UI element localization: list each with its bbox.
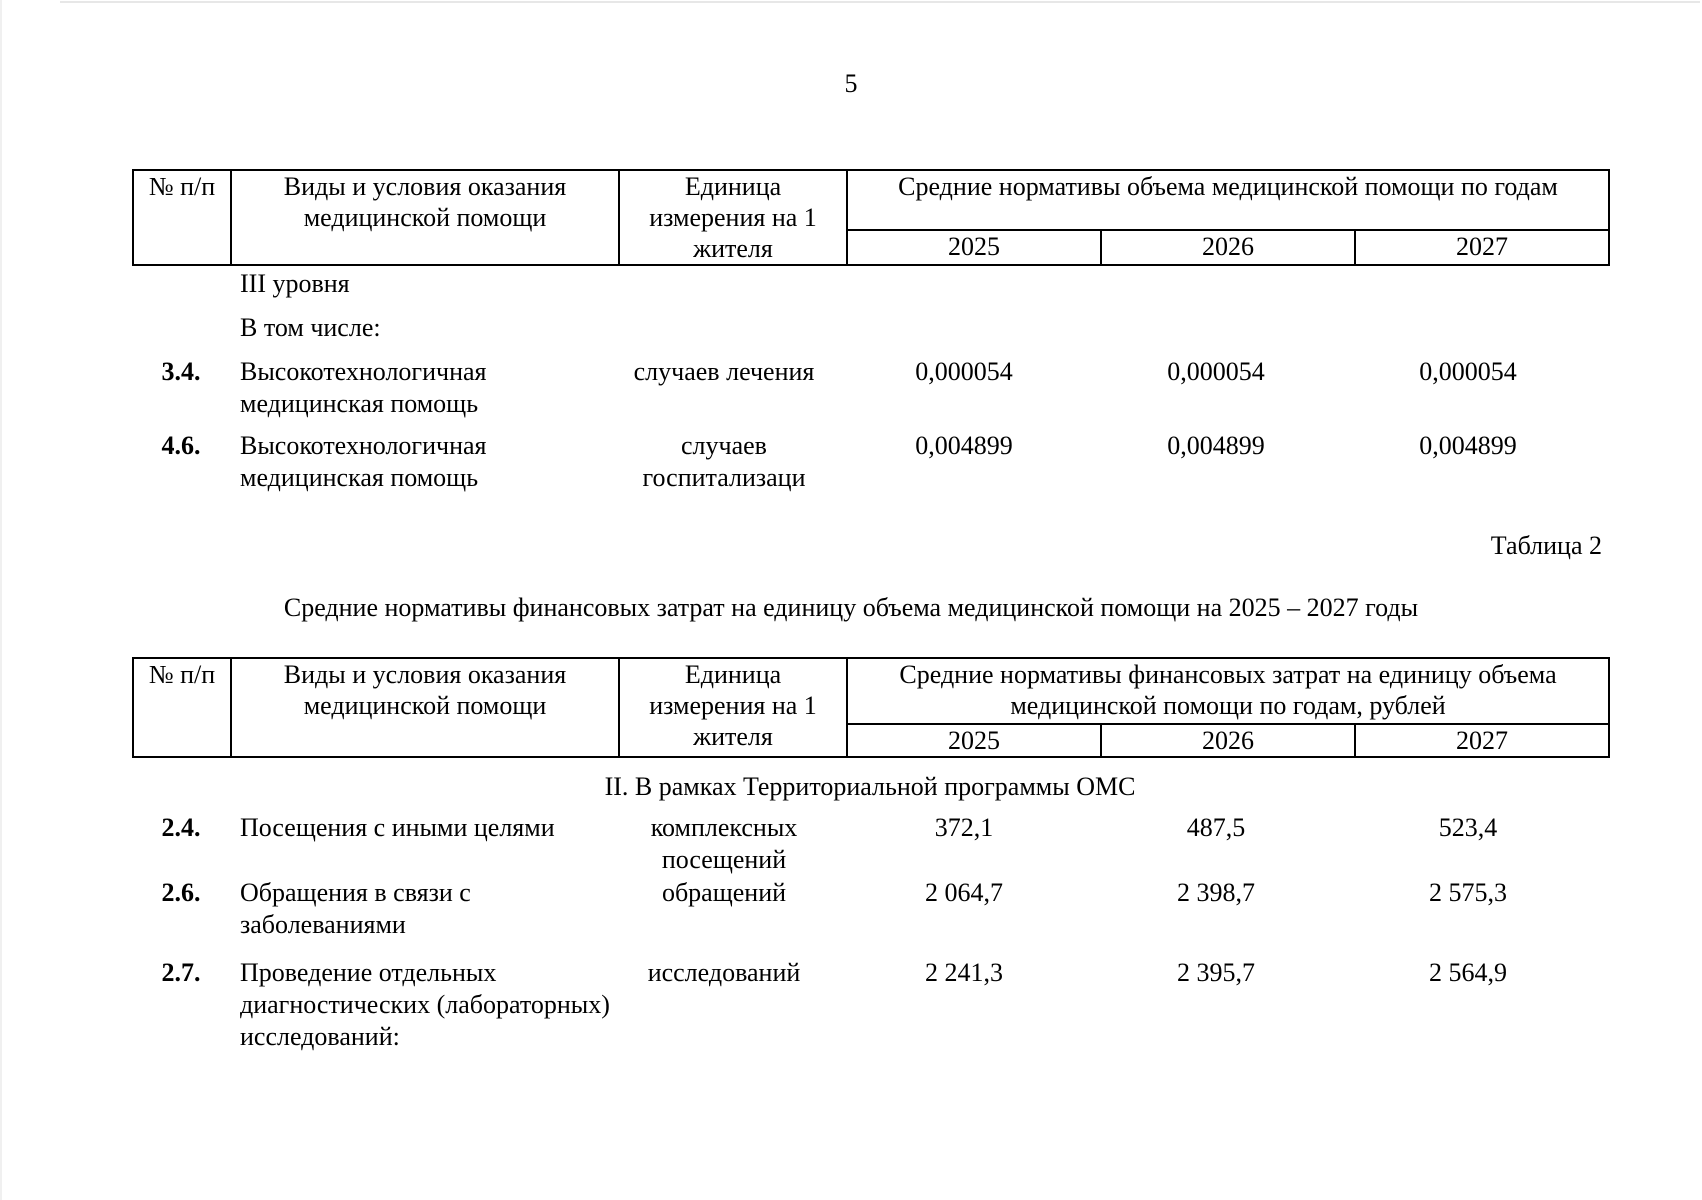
row-value: 523,4 [1438,813,1498,842]
header-unit: Единица измерения на 1 жителя [619,170,847,265]
header-year: 2025 [847,724,1101,757]
row-value: 0,004899 [915,431,1013,460]
row-name: Высокотехнологичная медицинская помощь [240,357,487,418]
header-num: № п/п [133,658,231,757]
table-row [132,957,1608,1087]
table-row [132,356,1608,430]
row-value: 372,1 [934,813,994,842]
table1-body [132,268,1608,504]
row-name: Высокотехнологичная медицинская помощь [240,431,487,492]
continuation-line: III уровня [240,269,350,298]
header-group: Средние нормативы объема медицинской помощи по годам [847,170,1609,230]
row-name: Проведение отдельных диагностических (лабораторных) исследований: [240,958,610,1051]
row-unit: случаев госпитализаци [642,431,806,492]
header-num: № п/п [133,170,231,265]
row-value: 0,000054 [1419,357,1517,386]
row-unit: случаев лечения [633,357,815,386]
row-value: 2 398,7 [1177,878,1255,907]
row-unit: комплексных посещений [650,813,798,874]
page-number: 5 [844,69,858,98]
row-value: 0,000054 [1167,357,1265,386]
table2-label: Таблица 2 [1490,531,1602,560]
row-value: 2 575,3 [1429,878,1507,907]
row-unit: исследований [647,958,801,987]
row-value: 487,5 [1186,813,1246,842]
table2-title: Средние нормативы финансовых затрат на единицу объема медицинской помощи на 2025 – 2027 годы [283,593,1419,622]
table2-header [132,657,1610,758]
row-value: 0,000054 [915,357,1013,386]
continuation-line: В том числе: [240,313,381,342]
row-value: 2 395,7 [1177,958,1255,987]
table-row [132,877,1608,957]
header-year: 2027 [1355,230,1609,265]
row-value: 2 064,7 [925,878,1003,907]
row-unit: обращений [661,878,787,907]
row-value: 0,004899 [1419,431,1517,460]
table1-header [132,169,1610,266]
row-num: 3.4. [161,357,201,386]
header-year: 2025 [847,230,1101,265]
header-group: Средние нормативы финансовых затрат на единицу объема медицинской помощи по годам, рублей [847,658,1609,724]
header-name: Виды и условия оказания медицинской помощи [231,658,619,757]
row-num: 4.6. [161,431,201,460]
row-value: 0,004899 [1167,431,1265,460]
header-year: 2027 [1355,724,1609,757]
header-year: 2026 [1101,230,1355,265]
header-unit: Единица измерения на 1 жителя [619,658,847,757]
header-year: 2026 [1101,724,1355,757]
row-num: 2.4. [161,813,201,842]
table-row [132,430,1608,504]
row-name: Посещения с иными целями [240,813,555,842]
table-row [132,812,1608,877]
row-name: Обращения в связи с заболеваниями [240,878,471,939]
section-heading: II. В рамках Территориальной программы ОМС [604,772,1136,801]
row-value: 2 241,3 [925,958,1003,987]
row-value: 2 564,9 [1429,958,1507,987]
row-num: 2.6. [161,878,201,907]
header-name: Виды и условия оказания медицинской помощи [231,170,619,265]
row-num: 2.7. [161,958,201,987]
table2-body [132,812,1608,1087]
